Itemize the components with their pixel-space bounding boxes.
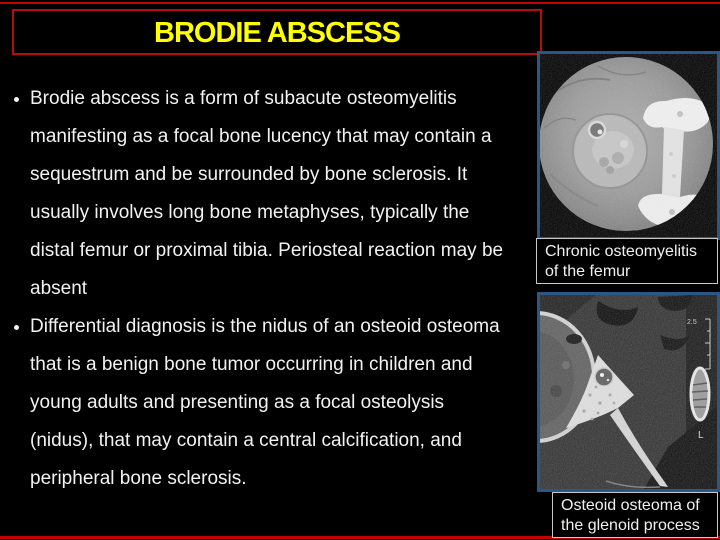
bullet-list [12,80,560,498]
bullet-dot-icon [14,97,19,102]
bullet-text-line: that is a benign bone tumor occurring in children and [30,354,473,375]
bullet-text-line: (nidus), that may contain a central calcification, and [30,430,462,451]
bullet-text-line: peripheral bone sclerosis. [30,468,247,489]
ct-noise-overlay [540,54,717,237]
ct-glenoid-image [537,292,720,492]
caption-text-line: the glenoid process [561,517,700,534]
caption-text-line: of the femur [545,263,631,280]
bullet-item [12,80,560,308]
bullet-text-line: sequestrum and be surrounded by bone sclerosis. It [30,164,468,185]
bullet-text-line: manifesting as a focal bone lucency that may contain a [30,126,492,147]
caption-text-line: Chronic osteomyelitis [545,243,698,260]
bullet-text-line: Differential diagnosis is the nidus of an osteoid osteoma [30,316,500,337]
title-box [12,9,542,55]
bullet-text-line: distal femur or proximal tibia. Periosteal reaction may be [30,240,504,261]
caption-femur [536,238,718,284]
ct-noise-overlay [540,295,717,489]
ct-femur-image [537,51,720,240]
bullet-dot-icon [14,325,19,330]
bullet-text-line: usually involves long bone metaphyses, typically the [30,202,470,223]
caption-glenoid [552,492,718,538]
bullet-text-line: young adults and presenting as a focal osteolysis [30,392,445,413]
page-title: BRODIE ABSCESS [154,16,400,49]
bullet-text-line: absent [30,278,88,299]
ct-femur-graphic [540,54,717,237]
bullet-item [12,308,560,498]
top-red-rule [0,2,720,4]
ct-glenoid-graphic [540,295,717,489]
caption-text-line: Osteoid osteoma of [561,497,700,514]
bullet-text-line: Brodie abscess is a form of subacute osteomyelitis [30,88,457,109]
